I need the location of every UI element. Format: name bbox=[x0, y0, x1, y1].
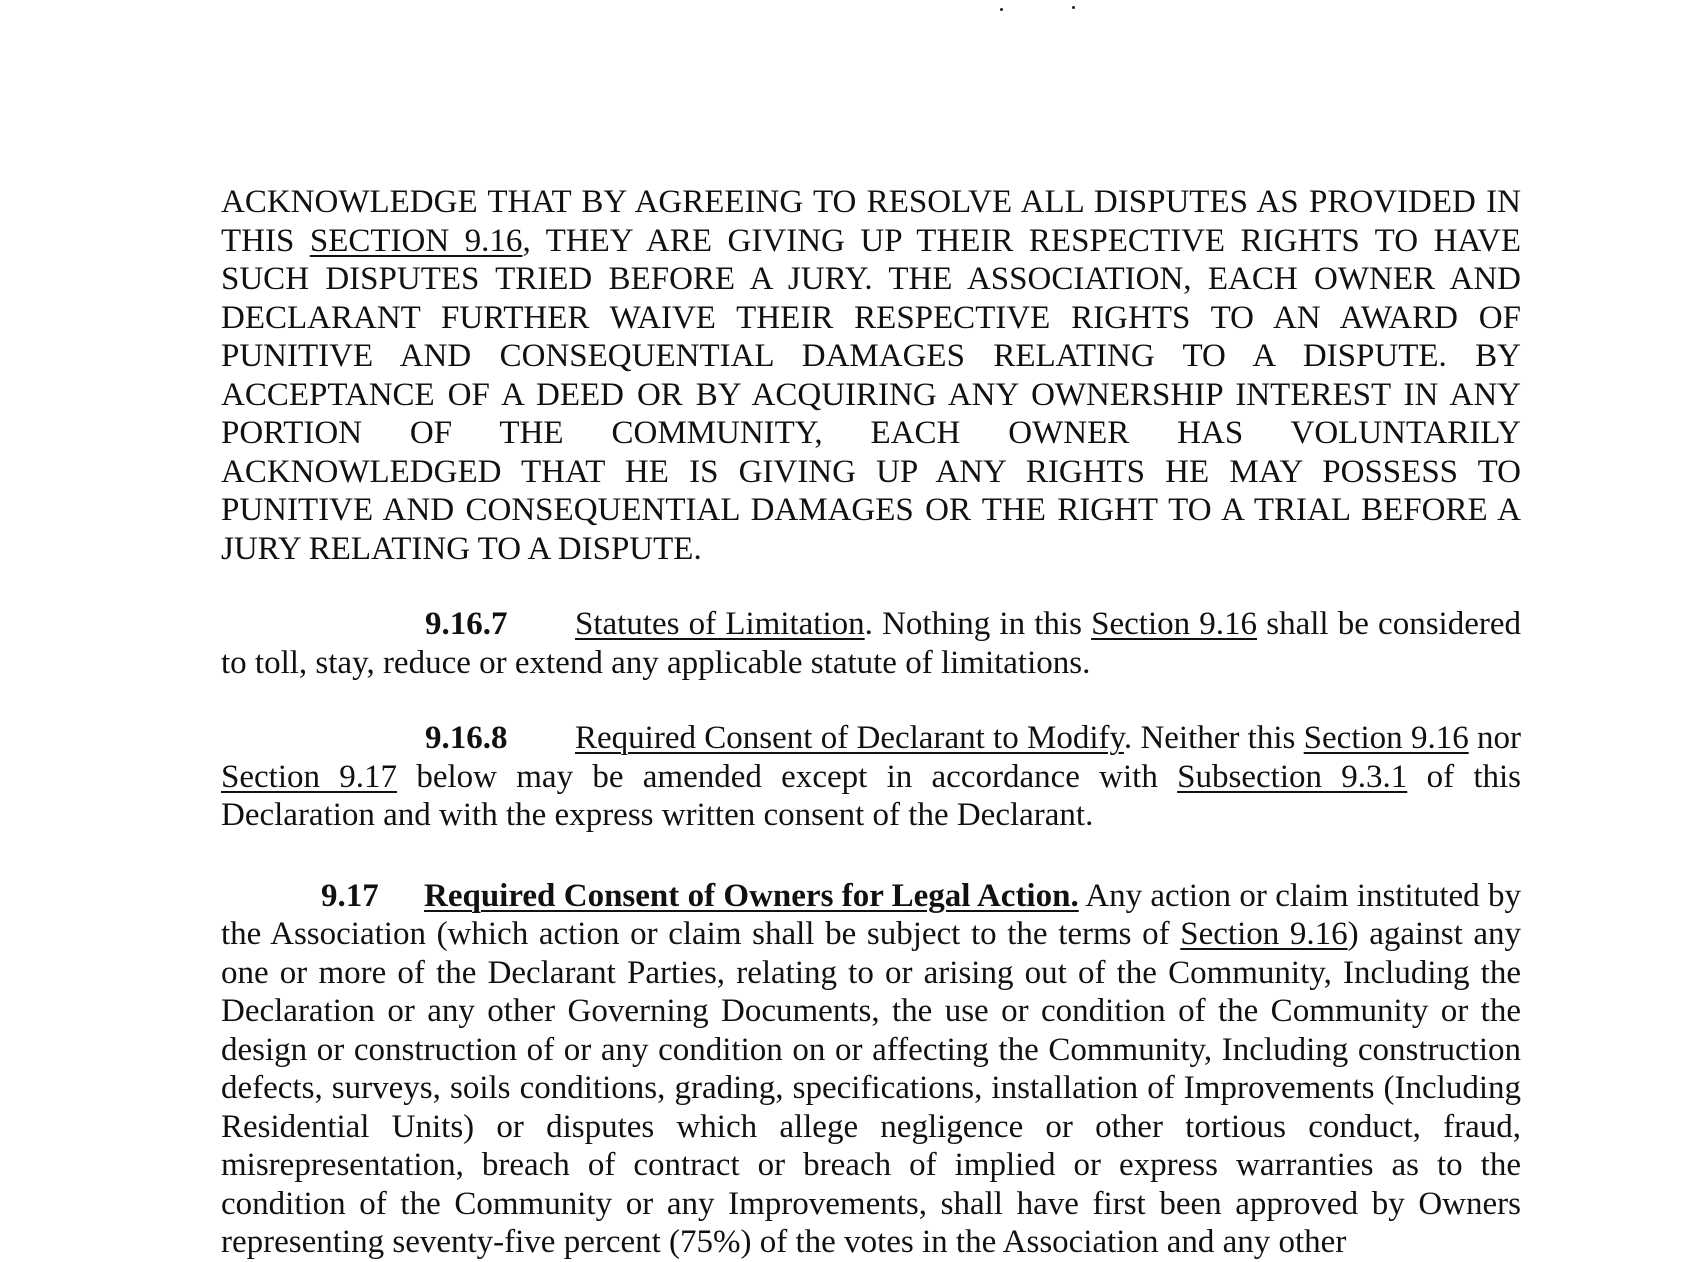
subsection-number: 9.16.7 bbox=[425, 606, 508, 642]
section-reference: Section 9.17 bbox=[221, 758, 398, 795]
scan-artifact-dots bbox=[1000, 6, 1090, 16]
subsection-number: 9.16.8 bbox=[425, 720, 508, 756]
subsection-text: . Neither this bbox=[1123, 720, 1304, 756]
subsection-9-16-7 bbox=[221, 605, 1521, 682]
waiver-paragraph bbox=[221, 183, 1521, 568]
section-reference: SECTION 9.16 bbox=[309, 222, 523, 259]
subsection-title: Statutes of Limitation bbox=[575, 606, 865, 642]
section-title: Required Consent of Owners for Legal Action. bbox=[424, 877, 1079, 914]
waiver-text-start: ACKNOWLEDGE THAT BY AGREEING TO RESOLVE ALL DISPUTES AS PROVIDED IN THIS bbox=[221, 184, 1521, 259]
section-9-17 bbox=[221, 877, 1521, 1262]
section-number: 9.17 bbox=[321, 877, 379, 914]
section-reference: Section 9.16 bbox=[1091, 606, 1258, 642]
subsection-text: shall be considered to toll, stay, reduce or extend any applicable statute of limitations. bbox=[221, 606, 1521, 681]
subsection-text: below may be amended except in accordance with bbox=[397, 758, 1178, 795]
subsection-9-16-8 bbox=[221, 719, 1521, 835]
waiver-text-rest: , THEY ARE GIVING UP THEIR RESPECTIVE RIGHTS TO HAVE SUCH DISPUTES TRIED BEFORE A JURY. THE ASSOCIATION, EACH OWNER AND DECLARANT FURTHER WAIVE THEIR RESPECTIVE RIGHTS TO AN AWARD OF PUNITIVE AND CONSEQUENTIAL DAMAGES RELATING TO A DISPUTE. BY ACCEPTANCE OF A DEED OR BY ACQUIRING ANY OWNERSHIP INTEREST IN ANY PORTION OF THE COMMUNITY, EACH OWNER HAS VOLUNTARILY ACKNOWLEDGED THAT HE IS GIVING UP ANY RIGHTS HE MAY POSSESS TO PUNITIVE AND CONSEQUENTIAL DAMAGES OR THE RIGHT TO A TRIAL BEFORE A JURY RELATING TO A DISPUTE. bbox=[221, 222, 1521, 567]
subsection-text: . Nothing in this bbox=[864, 606, 1092, 642]
section-text: Any action or claim instituted by the Association (which action or claim shall be subject to the terms of bbox=[221, 877, 1522, 952]
document-body bbox=[221, 183, 1521, 1262]
section-text: ) against any one or more of the Declarant Parties, relating to or arising out of the Community, Including the Declaration or any other Governing Documents, the use or condition of the Community or the design or construction of or any condition on or affecting the Community, Including construction defects, surveys, soils conditions, grading, specifications, installation of Improvements (Including Residential Units) or disputes which allege negligence or other tortious conduct, fraud, misrepresentation, breach of contract or breach of implied or express warranties as to the condition of the Community or any Improvements, shall have first been approved by Owners representing seventy-five percent (75%) of the votes in the Association and any other bbox=[221, 916, 1522, 1260]
subsection-text: of this Declaration and with the express written consent of the Declarant. bbox=[221, 758, 1522, 833]
section-reference: Section 9.16 bbox=[1180, 916, 1348, 952]
section-reference: Section 9.16 bbox=[1303, 720, 1469, 756]
subsection-reference: Subsection 9.3.1 bbox=[1177, 758, 1408, 795]
subsection-text: nor bbox=[1468, 720, 1521, 756]
subsection-title: Required Consent of Declarant to Modify bbox=[575, 720, 1124, 756]
